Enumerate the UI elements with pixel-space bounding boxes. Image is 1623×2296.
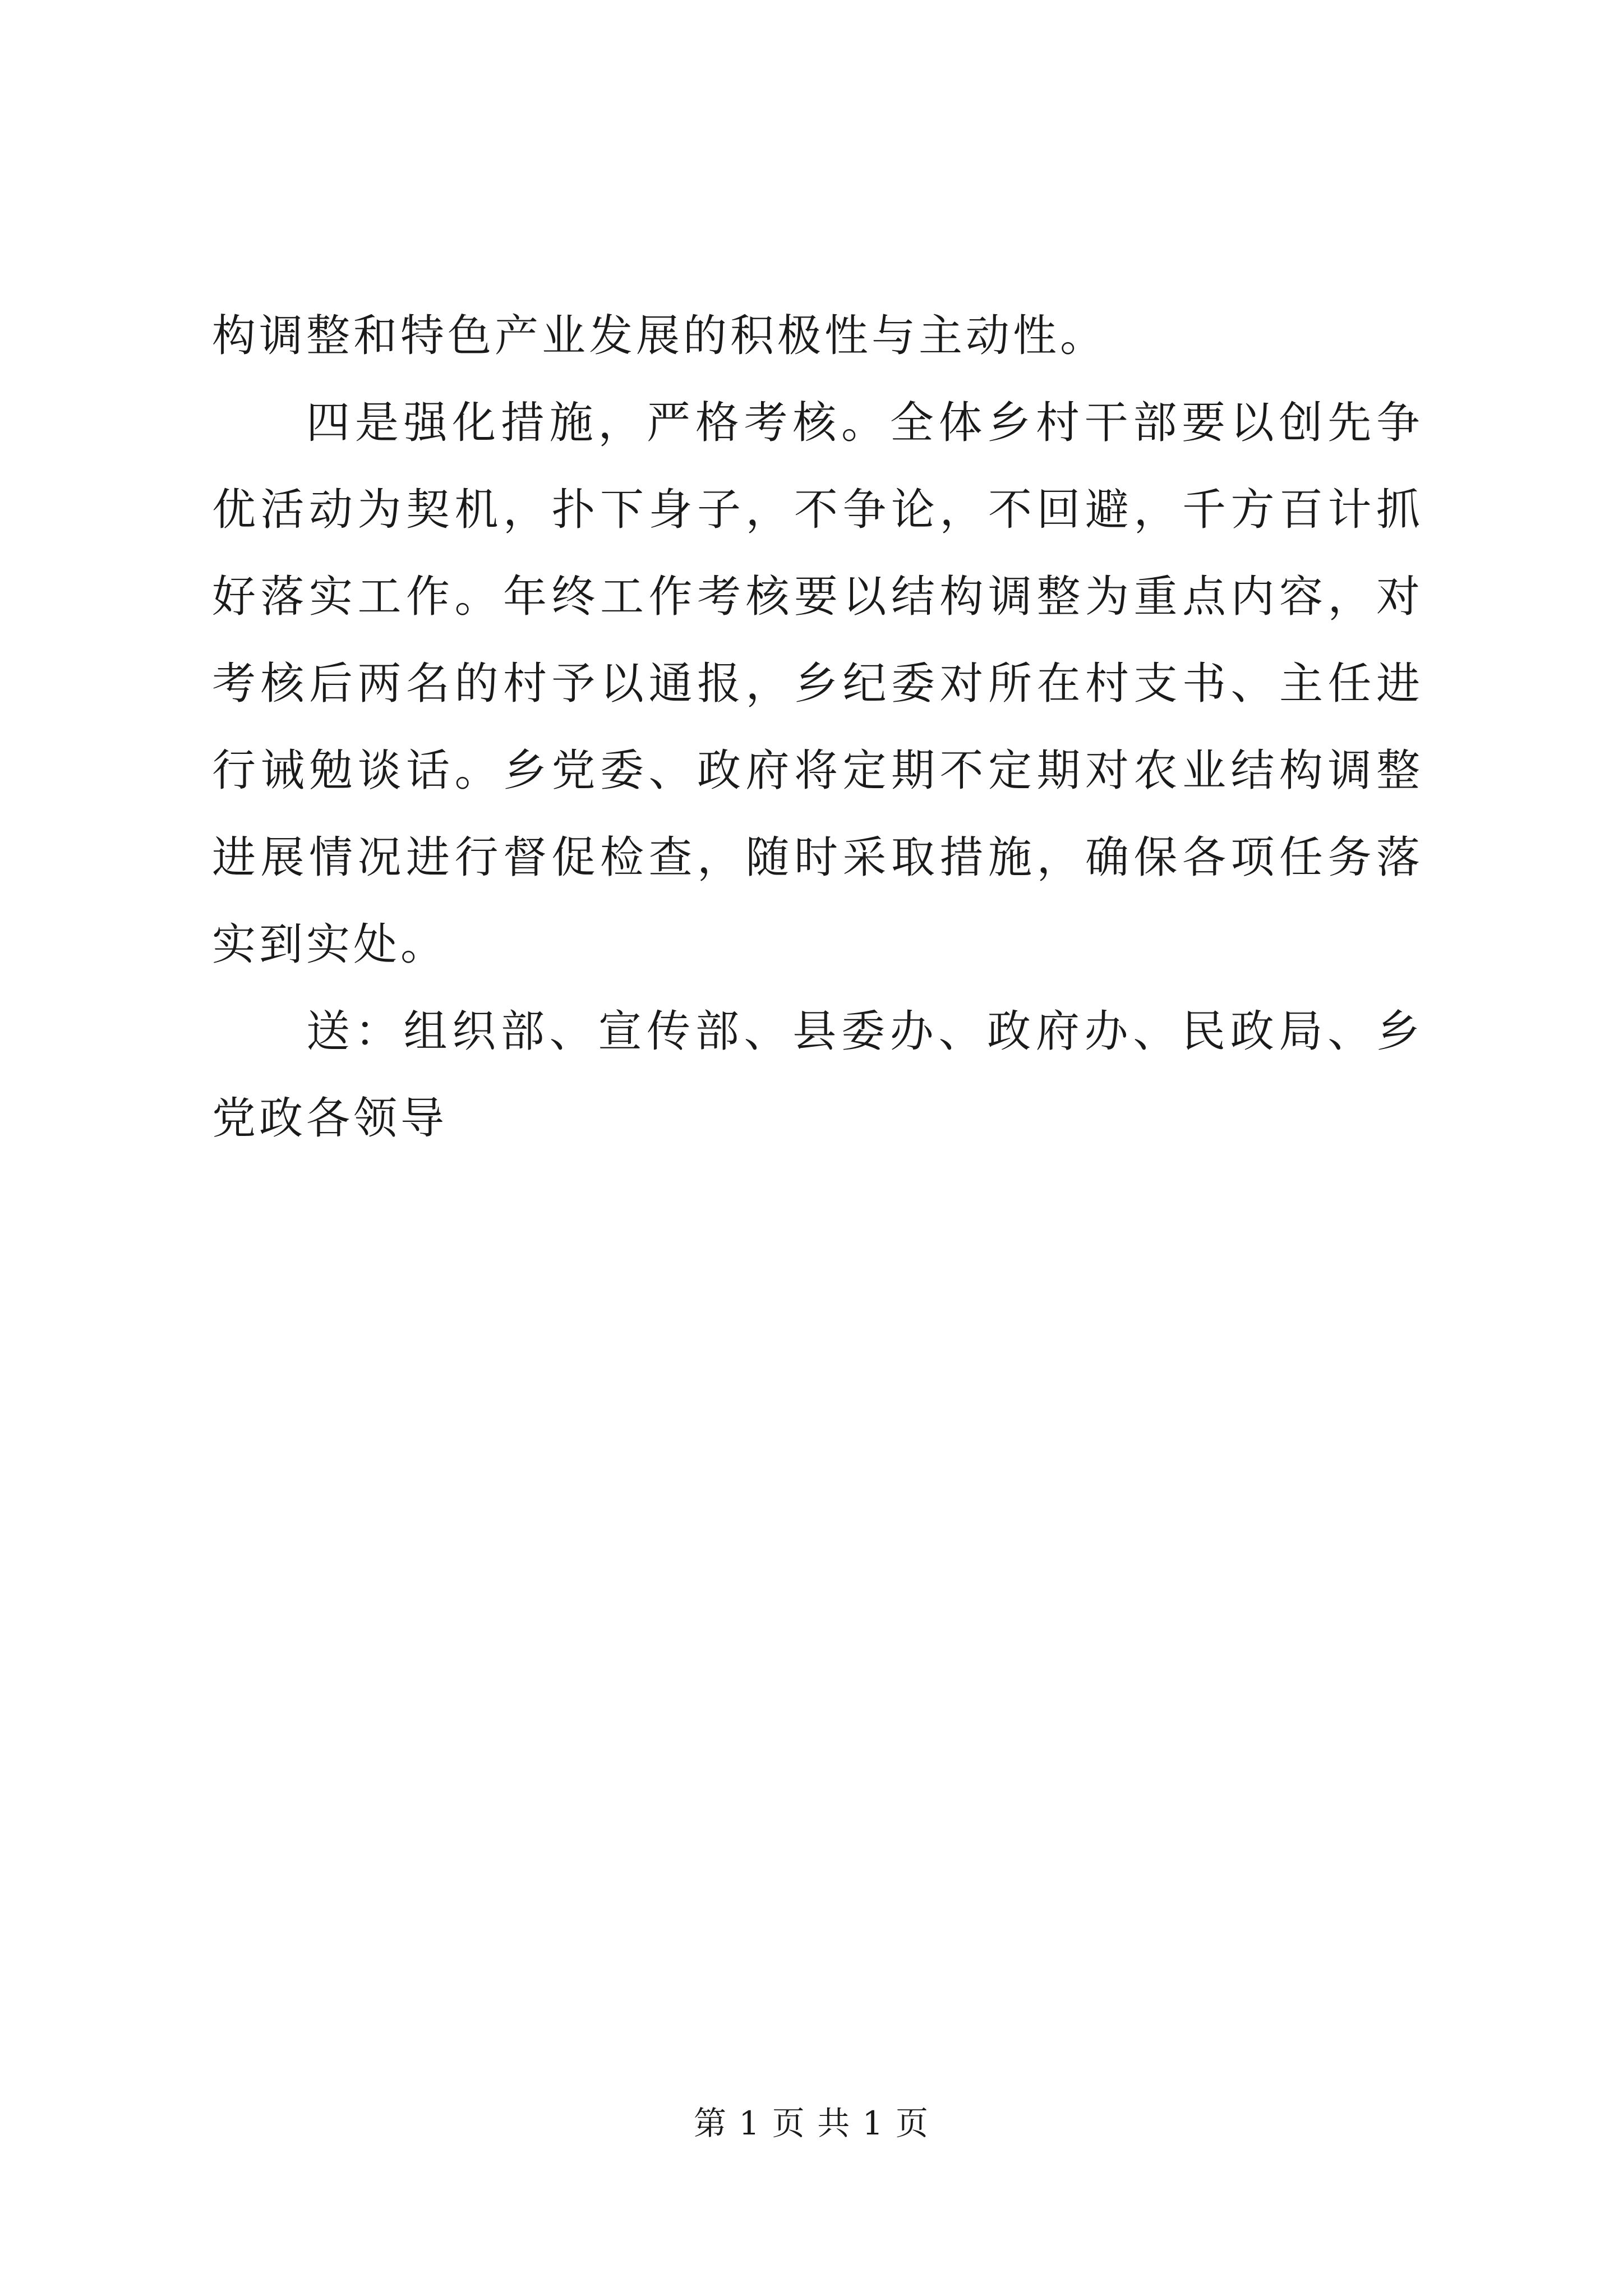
paragraph-distribution: 送：组织部、宣传部、县委办、政府办、民政局、乡党政各领导 <box>212 1006 1423 1144</box>
document-body <box>212 293 1423 1162</box>
paragraph-measures: 四是强化措施，严格考核。全体乡村干部要以创先争优活动为契机，扑下身子，不争论，不回避，千方百计抓好落实工作。年终工作考核要以结构调整为重点内容，对考核后两名的村予以通报，乡纪委对所在村支书、主任进行诫勉谈话。乡党委、政府将定期不定期对农业结构调整进展情况进行督促检查，随时采取措施，确保各项任务落实到实处。 <box>212 398 1423 970</box>
page-footer: 第 1 页 共 1 页 <box>694 2104 929 2142</box>
paragraph-continuation: 构调整和特色产业发展的积极性与主动性。 <box>212 311 1108 361</box>
